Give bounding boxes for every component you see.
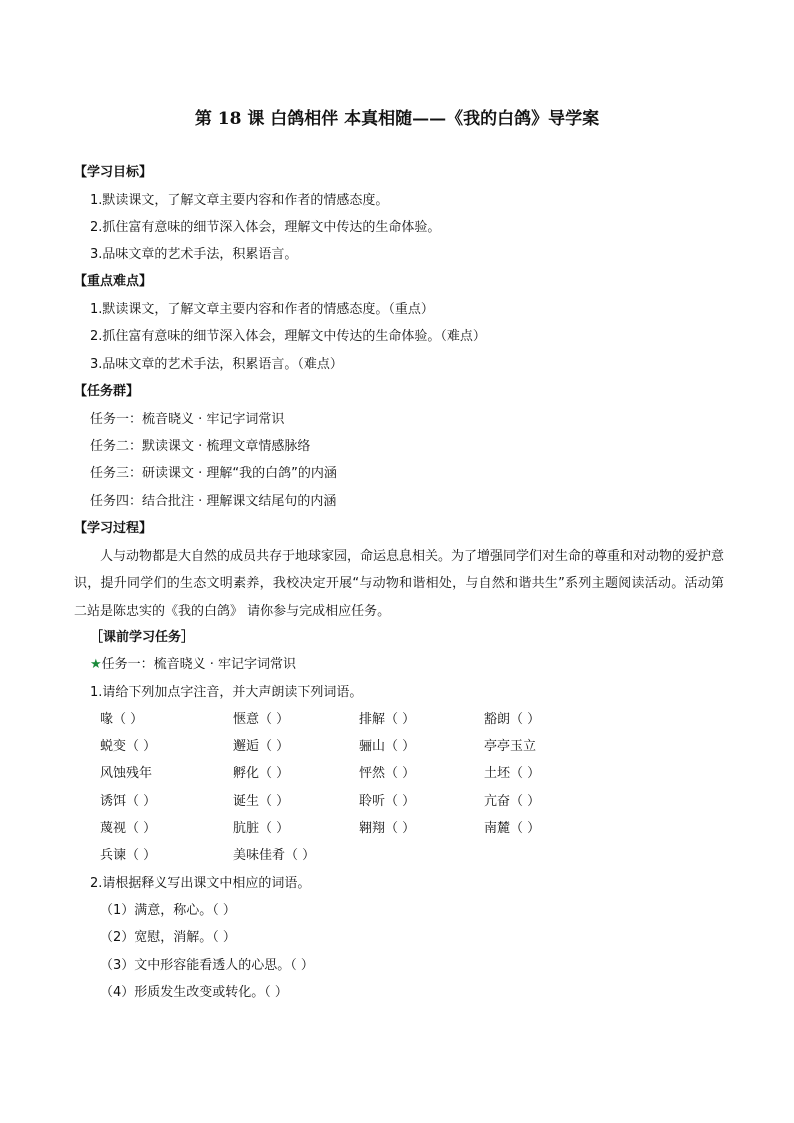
word-cell: 蜕变（ ） [100,739,157,754]
task1-heading [90,656,296,674]
intro-paragraph: 人与动物都是大自然的成员共存于地球家园，命运息息相关。为了增强同学们对生命的尊重和对动物的爱护意识，提升同学们的生态文明素养，我校决定开展“与动物和谐相处，与自然和谐共生”系列主题阅读活动。活动第二站是陈忠实的《我的白鸽》 请你参与完成相应任务。 [74,549,725,619]
definition-item: （4）形质发生改变或转化。（ ） [100,985,288,1000]
word-cell: 诱饵（ ） [100,794,157,809]
word-cell: 翱翔（ ） [359,821,416,836]
word-cell: 蔑视（ ） [100,821,157,836]
word-cell: 骊山（ ） [359,739,416,754]
key-point-item: 2.抓住富有意味的细节深入体会，理解文中传达的生命体验。（难点） [90,329,486,344]
task-item: 任务一：梳音晓义 · 牢记字词常识 [90,412,285,427]
word-cell: 排解（ ） [359,712,416,727]
word-cell: 惬意（ ） [233,712,290,727]
word-cell: 诞生（ ） [233,794,290,809]
key-point-item: 3.品味文章的艺术手法，积累语言。（难点） [90,357,343,372]
word-cell: 亭亭玉立 [484,739,537,754]
section-heading-key-points: 【重点难点】 [74,274,153,289]
section-heading-tasks: 【任务群】 [74,384,140,399]
section-heading-process: 【学习过程】 [74,521,153,536]
goal-item: 2.抓住富有意味的细节深入体会，理解文中传达的生命体验。 [90,220,441,235]
question-2: 2.请根据释义写出课文中相应的词语。 [90,876,311,891]
word-cell: 怦然（ ） [359,766,416,781]
task-item: 任务四：结合批注 · 理解课文结尾句的内涵 [90,494,337,509]
key-point-item: 1.默读课文，了解文章主要内容和作者的情感态度。（重点） [90,302,434,317]
definition-item: （2）宽慰，消解。（ ） [100,930,236,945]
definition-item: （1）满意，称心。（ ） [100,903,236,918]
goal-item: 1.默读课文，了解文章主要内容和作者的情感态度。 [90,193,389,208]
section-heading-goals: 【学习目标】 [74,165,153,180]
word-cell: 兵谏（ ） [100,848,157,863]
word-cell: 亢奋（ ） [484,794,541,809]
word-cell: 美味佳肴（ ） [233,848,316,863]
star-icon: ★ [90,657,102,672]
word-cell: 孵化（ ） [233,766,290,781]
word-cell: 豁朗（ ） [484,712,541,727]
task1-title: 任务一：梳音晓义 · 牢记字词常识 [101,657,297,672]
task-item: 任务二：默读课文 · 梳理文章情感脉络 [90,439,311,454]
task-item: 任务三：研读课文 · 理解“我的白鸽”的内涵 [90,466,337,481]
word-cell: 南麓（ ） [484,821,541,836]
word-cell: 聆听（ ） [359,794,416,809]
word-cell: 土坯（ ） [484,766,541,781]
word-cell: 邂逅（ ） [233,739,290,754]
word-cell: 喙（ ） [100,712,144,727]
question-1: 1.请给下列加点字注音，并大声朗读下列词语。 [90,685,363,700]
word-cell: 肮脏（ ） [233,821,290,836]
word-cell: 风蚀残年 [100,766,153,781]
pre-class-task-heading: ［课前学习任务］ [90,630,195,645]
goal-item: 3.品味文章的艺术手法，积累语言。 [90,247,298,262]
page-title: 第 18 课 白鸽相伴 本真相随——《我的白鸽》导学案 [194,109,600,129]
definition-item: （3）文中形容能看透人的心思。（ ） [100,958,314,973]
